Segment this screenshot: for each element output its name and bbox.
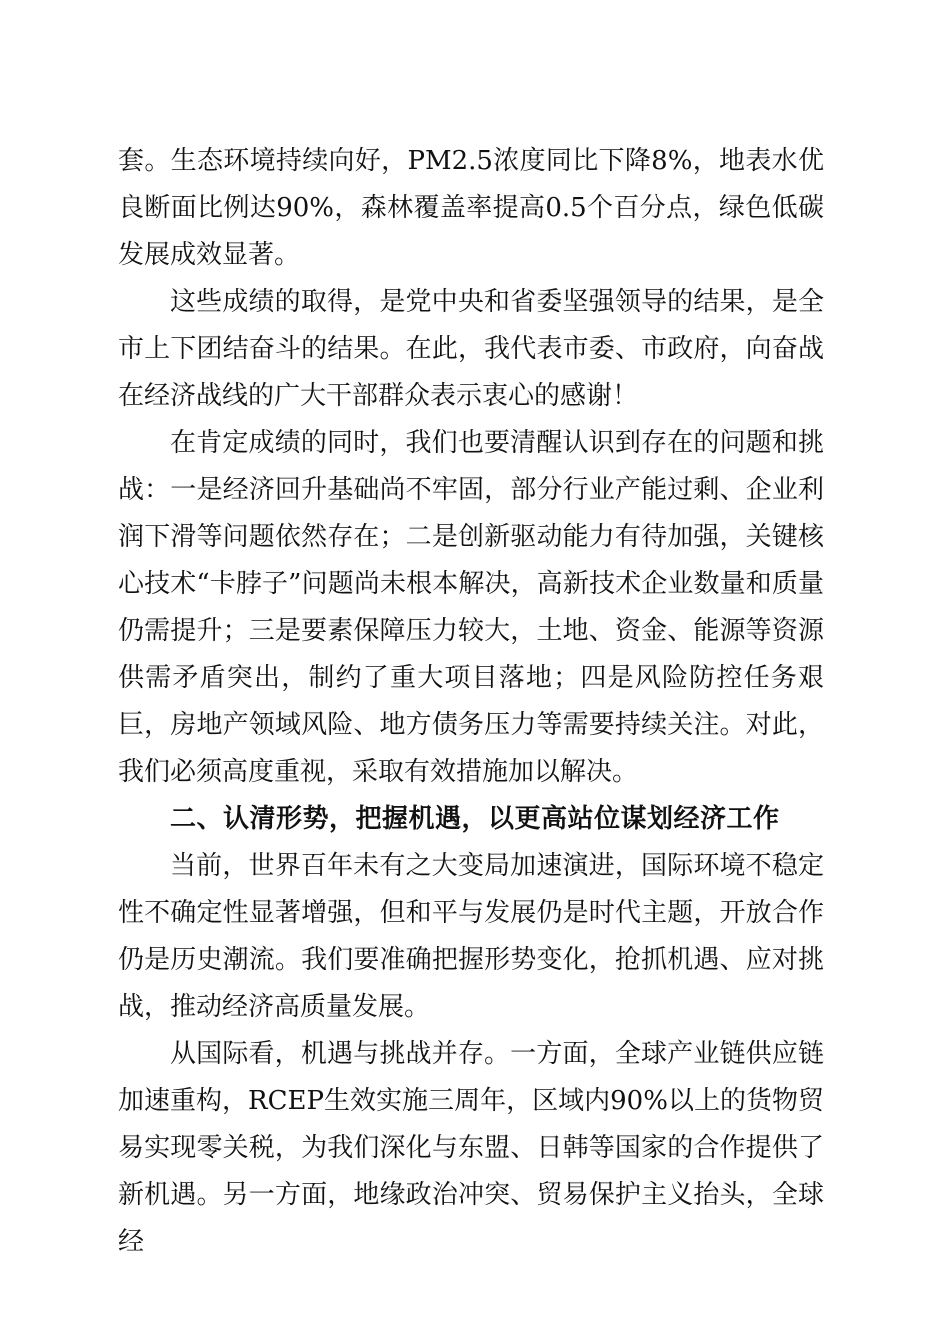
paragraph-problems: 在肯定成绩的同时，我们也要清醒认识到存在的问题和挑战：一是经济回升基础尚不牢固，部分行业产能过剩、企业利润下滑等问题依然存在；二是创新驱动能力有待加强，关键核心技术“卡脖子”问题尚未根本解决，高新技术企业数量和质量仍需提升；三是要素保障压力较大，土地、资金、能源等资源供需矛盾突出，制约了重大项目落地；四是风险防控任务艰巨，房地产领域风险、地方债务压力等需要持续关注。对此，我们必须高度重视，采取有效措施加以解决。 (118, 428, 824, 787)
paragraph-international: 从国际看，机遇与挑战并存。一方面，全球产业链供应链加速重构，RCEP生效实施三周年，区域内90%以上的货物贸易实现零关税，为我们深化与东盟、日韩等国家的合作提供了新机遇。另一方面，地缘政治冲突、贸易保护主义抬头，全球经 (118, 1039, 824, 1257)
paragraph-acknowledgement: 这些成绩的取得，是党中央和省委坚强领导的结果，是全市上下团结奋斗的结果。在此，我代表市委、市政府，向奋战在经济战线的广大干部群众表示衷心的感谢！ (118, 287, 824, 411)
paragraph-continued: 套。生态环境持续向好，PM2.5浓度同比下降8%，地表水优良断面比例达90%，森林覆盖率提高0.5个百分点，绿色低碳发展成效显著。 (118, 146, 824, 270)
section-heading: 二、认清形势，把握机遇，以更高站位谋划经济工作 (170, 804, 780, 834)
paragraph-situation: 当前，世界百年未有之大变局加速演进，国际环境不稳定性不确定性显著增强，但和平与发展仍是时代主题，开放合作仍是历史潮流。我们要准确把握形势变化，抢抓机遇、应对挑战，推动经济高质量发展。 (118, 851, 824, 1022)
document-page (118, 138, 824, 1266)
